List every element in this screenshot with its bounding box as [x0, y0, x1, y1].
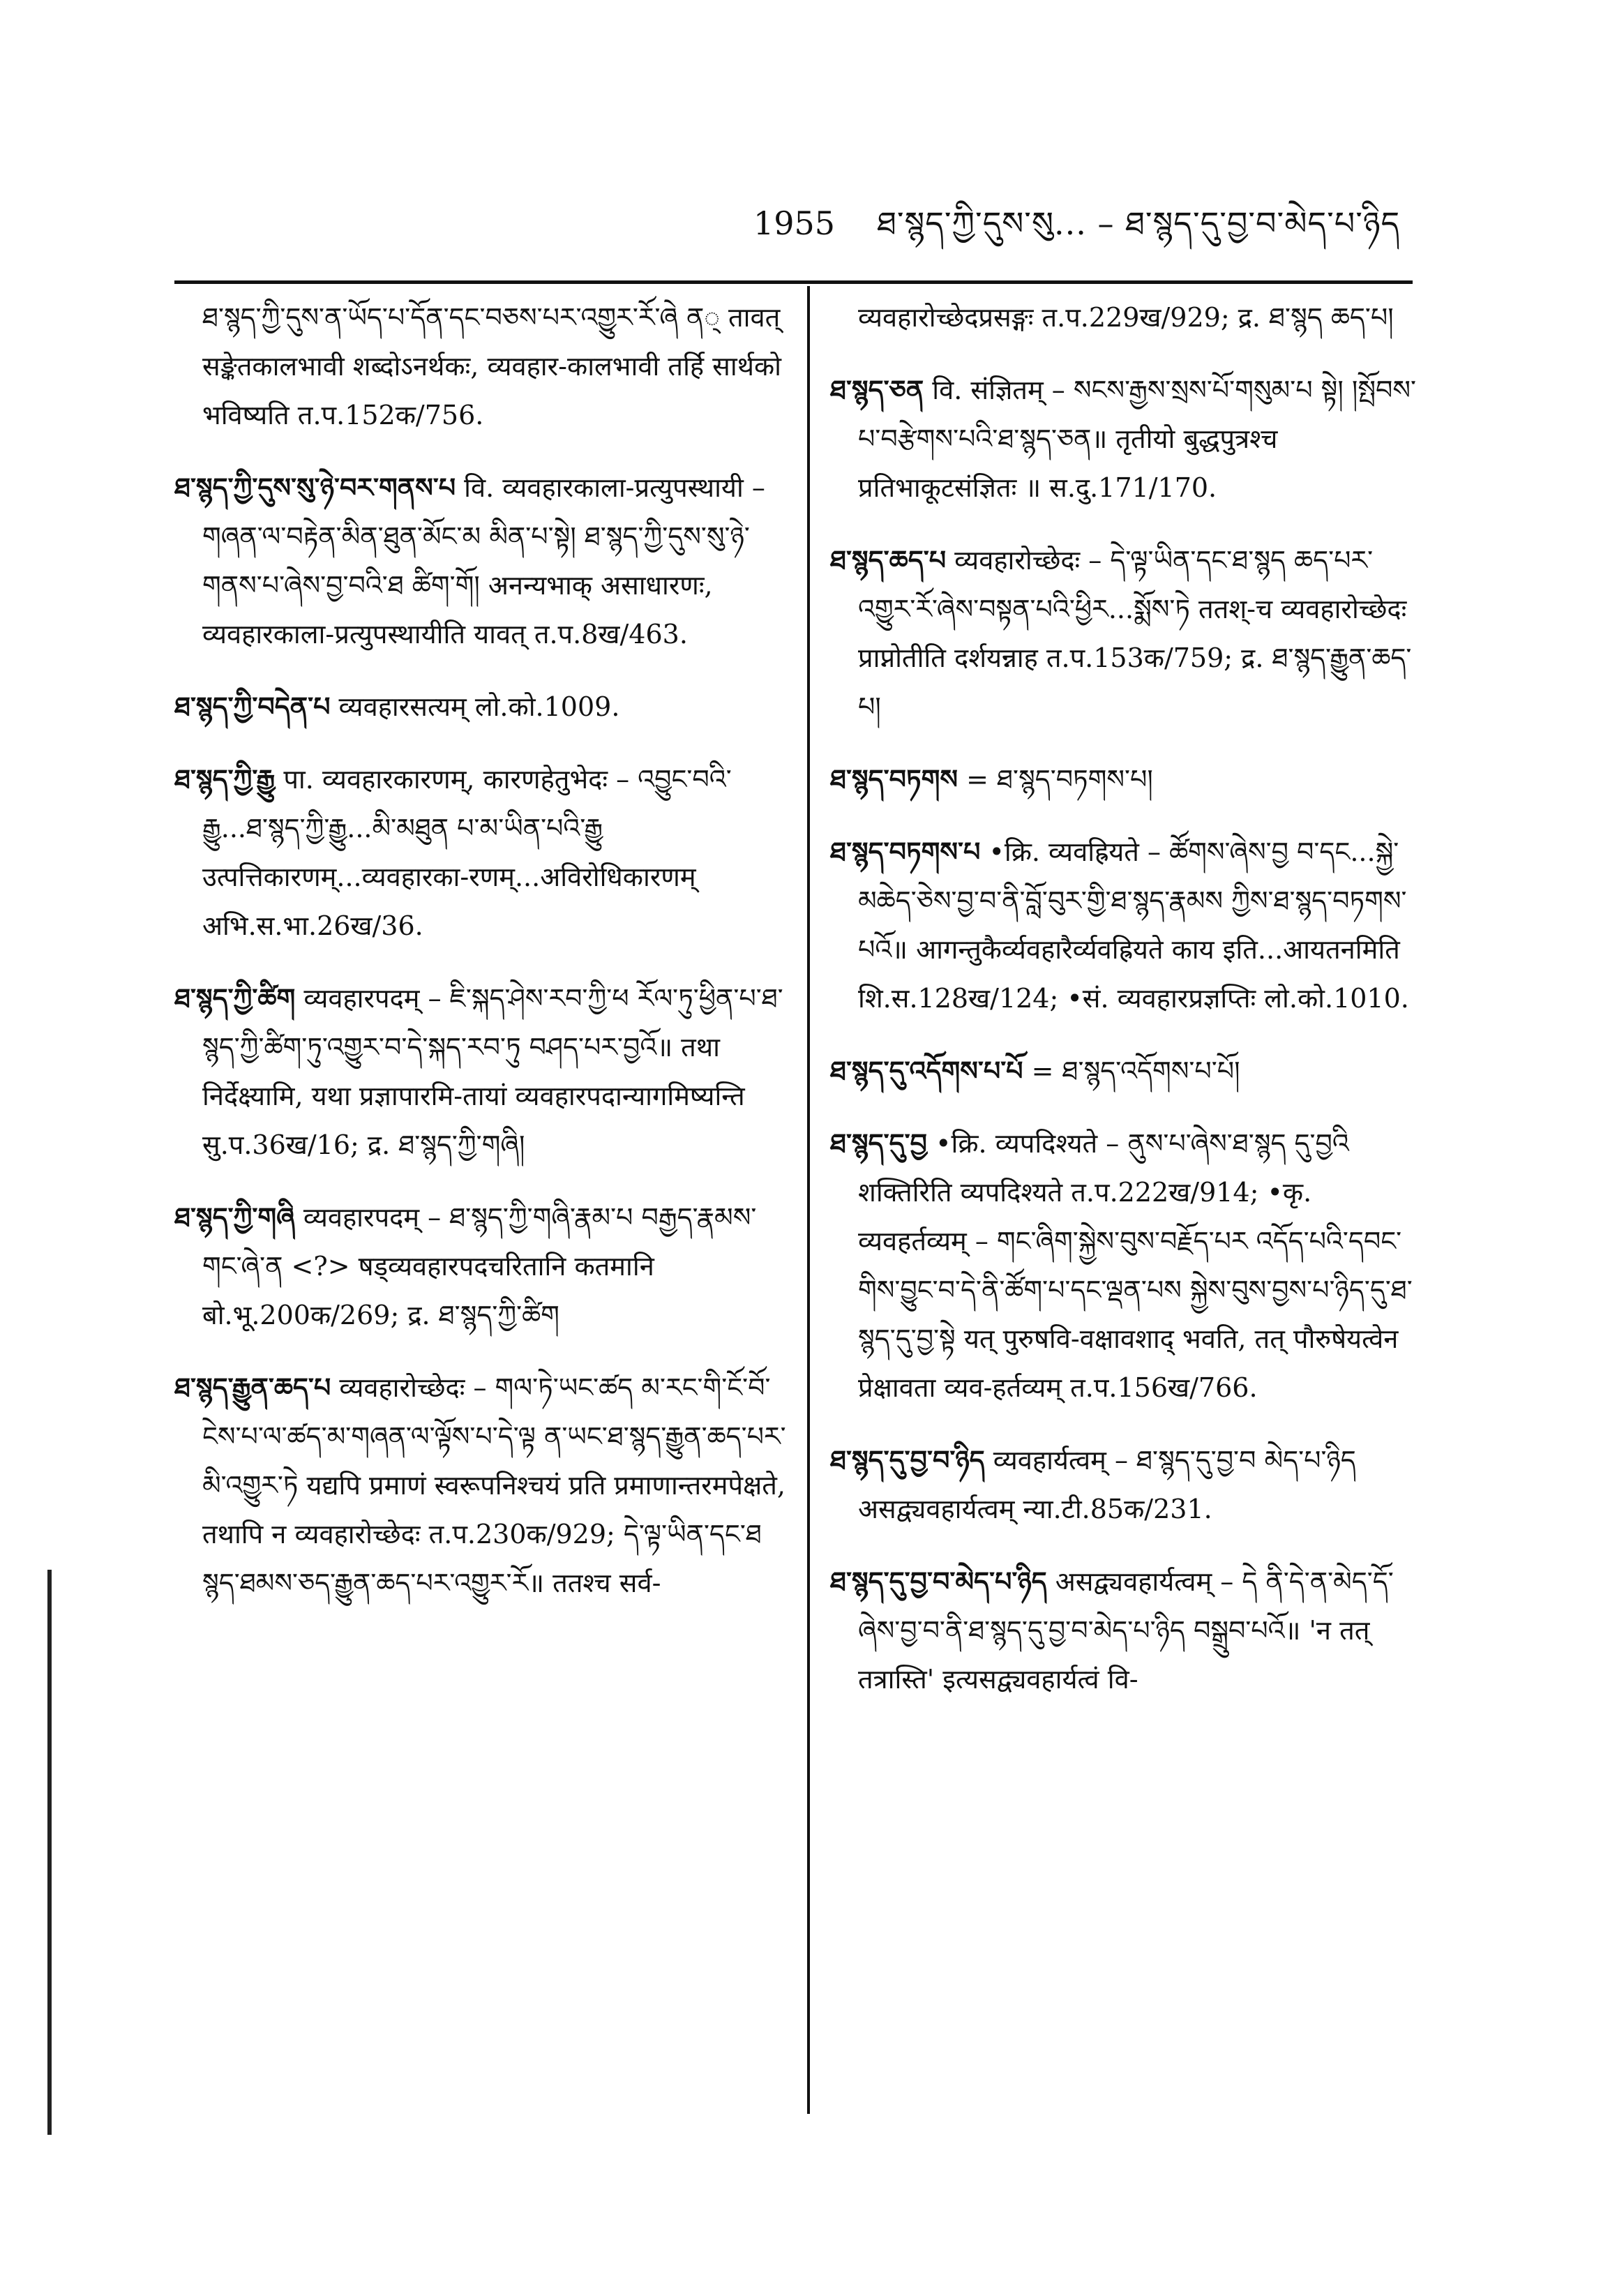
- entry-text: ཐ་སྙད་ཀྱི་དུས་ན་ཡོད་པ་དོན་དང་བཅས་པར་འགྱུར་རོ་ཞེ ན् तावत् सङ्केतकालभावी शब्दोऽनर्थकः, व्यवहार-कालभावी तर्हि सार्थको भविष्यति त.प.152क/756.: [202, 302, 782, 430]
- entry-text: = ཐ་སྙད་འདོགས་པ་པོ།: [1031, 1056, 1240, 1086]
- margin-line: [47, 1570, 52, 2135]
- dictionary-entry: [830, 1119, 1416, 1412]
- entry-text: वि. संज्ञितम् – སངས་རྒྱས་སྲས་པོ་གསུམ་པ སྟེ། །སྤོབས་པ་བརྩེགས་པའི་ཐ་སྙད་ཅན॥ तृतीयो बुद्धपुत्रश्च प्रतिभाकूटसंज्ञितः ॥ स.दु.171/170.: [858, 375, 1416, 503]
- column-divider: [807, 286, 810, 2114]
- left-column: [174, 293, 788, 1631]
- entry-headword: ཐ་སྙད་ཀྱི་དུས་སུ་ཉེ་བར་གནས་པ: [174, 472, 456, 503]
- dictionary-entry: [174, 974, 788, 1169]
- dictionary-entry: [174, 1363, 788, 1607]
- entry-text: व्यवहारोच्छेदः – དེ་ལྟ་ཡིན་དང་ཐ་སྙད ཆད་པར་འགྱུར་རོ་ཞེས་བསྟན་པའི་ཕྱིར...སྨོས་ཏེ ततश्-च व्यवहारोच्छेदः प्राप्नोतीति दर्शयन्नाह त.प.153क/759; द्र. ཐ་སྙད་རྒྱུན་ཆད་པ།: [858, 545, 1412, 722]
- entry-text: व्यवहारपदम् – ཇི་སྐད་ཤེས་རབ་ཀྱི་ཕ རོལ་ཏུ་ཕྱིན་པ་ཐ་སྙད་ཀྱི་ཚིག་ཏུ་འགྱུར་བ་དེ་སྐད་རབ་ཏུ བཤད་པར་བྱའོ॥ तथा निर्देक्ष्यामि, यथा प्रज्ञापारमि-तायां व्यवहारपदान्यागमिष्यन्ति सु.प.36ख/16; द्र. ཐ་སྙད་ཀྱི་གཞི།: [202, 983, 783, 1160]
- running-head: ཐ་སྙད་ཀྱི་དུས་སུ... – ཐ་སྙད་དུ་བྱ་བ་མེད་པ་ཉིད: [877, 204, 1401, 242]
- entry-headword: ཐ་སྙད་ཀྱི་ཚིག: [174, 982, 296, 1014]
- entry-headword: ཐ་སྙད་ཅན: [830, 374, 924, 405]
- entry-text: व्यवहारसत्यम् लो.को.1009.: [338, 691, 620, 722]
- entry-headword: ཐ་སྙད་དུ་བྱ་བ་ཉིད: [830, 1444, 985, 1476]
- entry-text: व्यवहारोच्छेदः – གལ་ཏེ་ཡང་ཚད མ་རང་གི་ངོ་བོ་ངེས་པ་ལ་ཚད་མ་གཞན་ལ་ལྟོས་པ་དེ་ལྟ ན་ཡང་ཐ་སྙད་རྒྱུན་ཆད་པར་མི་འགྱུར་ཏེ यद्यपि प्रमाणं स्वरूपनिश्चयं प्रति प्रमाणान्तरमपेक्षते, तथापि न व्यवहारोच्छेदः त.प.230क/929; དེ་ལྟ་ཡིན་དང་ཐ སྙད་ཐམས་ཅད་རྒྱུན་ཆད་པར་འགྱུར་རོ॥ ततश्च सर्व-: [202, 1372, 786, 1598]
- entry-text: असद्व्यवहार्यत्वम् – དེ ནི་དེ་ན་མེད་དོ་ཞེས་བྱ་བ་ནི་ཐ་སྙད་དུ་བྱ་བ་མེད་པ་ཉིད བསྒྲུབ་པའོ॥ 'न तत् तत्रास्ति' इत्यसद्व्यवहार्यत्वं वि-: [858, 1566, 1394, 1695]
- entry-headword: ཐ་སྙད་རྒྱུན་ཆད་པ: [174, 1372, 331, 1403]
- entry-text: व्यवहारपदम् – ཐ་སྙད་ཀྱི་གཞི་རྣམ་པ བརྒྱད་རྣམས་གང་ཞེ་ན <?> षड्व्यवहारपदचरितानि कतमानि बो.भू.200क/269; द्र. ཐ་སྙད་ཀྱི་ཚིག: [202, 1202, 757, 1330]
- dictionary-entry: [174, 755, 788, 950]
- entry-headword: ཐ་སྙད་དུ་བྱ་བ་མེད་པ་ཉིད: [830, 1566, 1047, 1597]
- dictionary-entry: [830, 1436, 1416, 1533]
- dictionary-entry: [830, 293, 1416, 342]
- entry-headword: ཐ་སྙད་ཆད་པ: [830, 544, 947, 576]
- dictionary-entry: [830, 1046, 1416, 1095]
- dictionary-entry: [174, 682, 788, 731]
- entry-headword: ཐ་སྙད་བཏགས: [830, 763, 958, 795]
- dictionary-entry: [830, 536, 1416, 731]
- entry-headword: ཐ་སྙད་བཏགས་པ: [830, 836, 981, 867]
- entry-text: व्यवहारोच्छेदप्रसङ्गः त.प.229ख/929; द्र. ཐ་སྙད ཆད་པ།: [858, 302, 1394, 333]
- entry-headword: ཐ་སྙད་ཀྱི་རྒྱུ: [174, 763, 276, 795]
- dictionary-entry: [830, 755, 1416, 804]
- entry-text: पा. व्यवहारकारणम्, कारणहेतुभेदः – འབྱུང་བའི་རྒྱུ...ཐ་སྙད་ཀྱི་རྒྱུ...མི་མཐུན པ་མ་ཡིན་པའི་རྒྱུ उत्पत्तिकारणम्...व्यवहारका-रणम्...अविरोधिकारणम् अभि.स.भा.26ख/36.: [202, 764, 732, 941]
- header-rule: [174, 280, 1413, 284]
- entry-headword: ཐ་སྙད་དུ་བྱ: [830, 1127, 928, 1159]
- dictionary-entry: [830, 827, 1416, 1023]
- entry-headword: ཐ་སྙད་དུ་འདོགས་པ་པོ: [830, 1055, 1023, 1086]
- entry-text: •क्रि. व्यवह्रियते – ཚོགས་ཞེས་བྱ བ་དང...སྐྱེ་མཆེད་ཅེས་བྱ་བ་ནི་བློ་བུར་གྱི་ཐ་སྙད་རྣམས ཀྱིས་ཐ་སྙད་བཏགས་པའོ॥ आगन्तुकैर्व्यवहारैर्व्यवह्रियते काय इति...आयतनमिति शि.स.128ख/124; •सं. व्यवहारप्रज्ञप्तिः लो.को.1010.: [858, 836, 1409, 1014]
- entry-text: = ཐ་སྙད་བཏགས་པ།: [966, 764, 1153, 795]
- entry-text: व्यवहार्यत्वम् – ཐ་སྙད་དུ་བྱ་བ མེད་པ་ཉིད असद्व्यवहार्यत्वम् न्या.टी.85क/231.: [858, 1445, 1356, 1524]
- dictionary-entry: [830, 1557, 1416, 1704]
- entry-headword: ཐ་སྙད་ཀྱི་གཞི: [174, 1201, 295, 1233]
- dictionary-entry: [174, 1193, 788, 1339]
- entry-text: वि. व्यवहारकाला-प्रत्युपस्थायी – གཞན་ལ་བརྟེན་མིན་ཐུན་མོང་མ མིན་པ་སྟེ། ཐ་སྙད་ཀྱི་དུས་སུ་ཉེ་གནས་པ་ཞེས་བྱ་བའི་ཐ ཚིག་གོ། अनन्यभाक् असाधारणः, व्यवहारकाला-प्रत्युपस्थायीति यावत् त.प.8ख/463.: [202, 472, 765, 650]
- entry-headword: ཐ་སྙད་ཀྱི་བདེན་པ: [174, 691, 331, 722]
- dictionary-entry: [174, 463, 788, 659]
- right-column: [830, 293, 1416, 1727]
- dictionary-entry: [830, 366, 1416, 512]
- entry-text: •क्रि. व्यपदिश्यते – ནུས་པ་ཞེས་ཐ་སྙད དུ་བྱའི शक्तिरिति व्यपदिश्यते त.प.222ख/914; •कृ. व्यवहर्तव्यम् – གང་ཞིག་སྐྱེས་བུས་བརྗོད་པར འདོད་པའི་དབང་གིས་བྱུང་བ་དེ་ནི་ཚོག་པ་དང་ལྡན་པས སྐྱེས་བུས་བྱས་པ་ཉིད་དུ་ཐ་སྙད་དུ་བྱ་སྟེ यत् पुरुषवि-वक्षावशाद् भवति, तत् पौरुषेयत्वेन प्रेक्षावता व्यव-हर्तव्यम् त.प.156ख/766.: [858, 1128, 1413, 1403]
- dictionary-entry: [174, 293, 788, 440]
- page-number: 1955: [753, 204, 836, 242]
- page-header: [753, 188, 1457, 244]
